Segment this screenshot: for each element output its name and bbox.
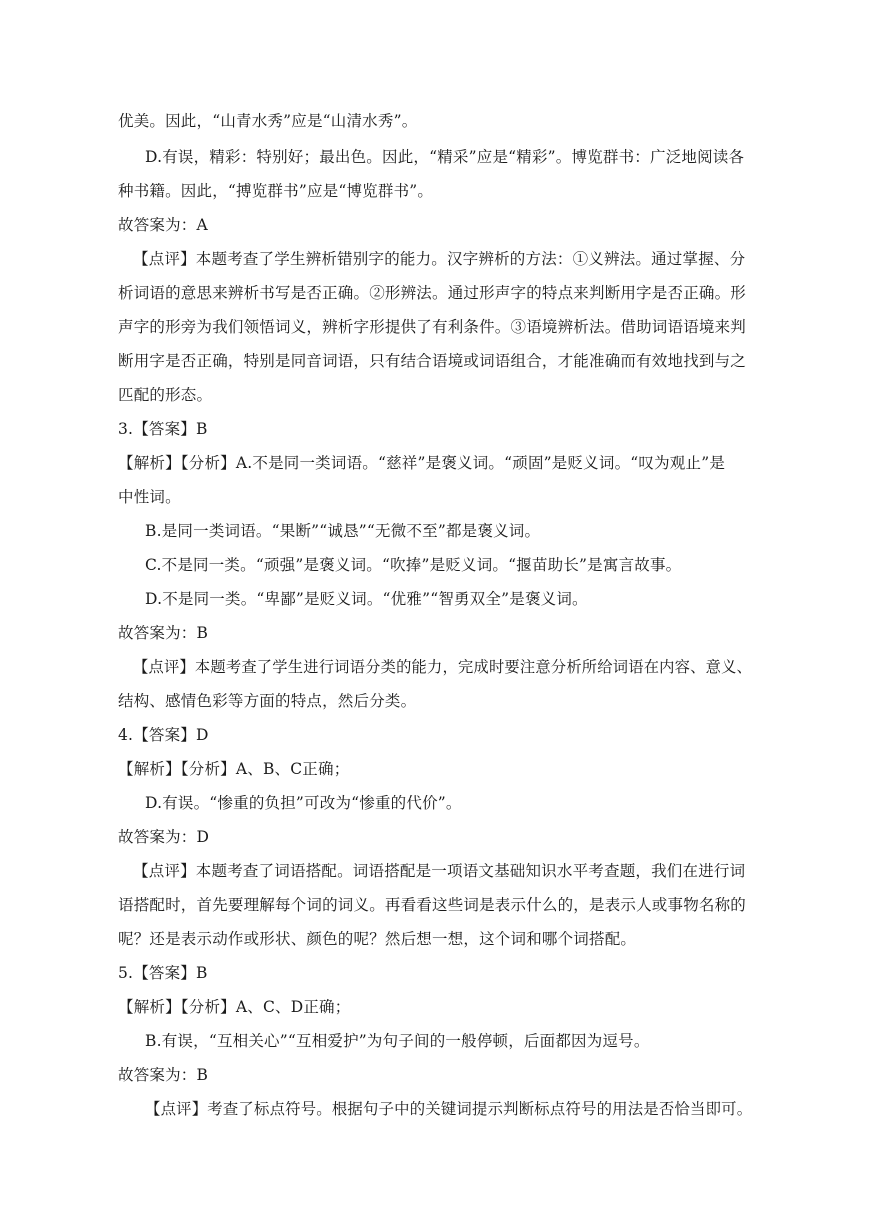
text-line: 【解析】【分析】A.不是同一类词语。“慈祥”是褒义词。“顽固”是贬义词。“叹为观止”是 xyxy=(118,454,726,472)
text-line: 故答案为：B xyxy=(118,1066,209,1084)
text-line: 断用字是否正确，特别是同音词语，只有结合语境或词语组合，才能准确而有效地找到与之 xyxy=(118,352,747,370)
text-line: 【解析】【分析】A、B、C正确； xyxy=(118,760,350,778)
text-line: 故答案为：A xyxy=(118,216,208,234)
text-line: 优美。因此，“山青水秀”应是“山清水秀”。 xyxy=(118,112,418,130)
text-line: 故答案为：B xyxy=(118,624,209,642)
text-line: 析词语的意思来辨析书写是否正确。②形辨法。通过形声字的特点来判断用字是否正确。形 xyxy=(118,284,747,302)
text-line: C.不是同一类。“顽强”是褒义词。“吹捧”是贬义词。“揠苗助长”是寓言故事。 xyxy=(145,556,682,574)
text-line: 【点评】本题考查了词语搭配。词语搭配是一项语文基础知识水平考查题，我们在进行词 xyxy=(133,862,746,880)
text-line: 【点评】本题考查了学生辨析错别字的能力。汉字辨析的方法：①义辨法。通过掌握、分 xyxy=(133,250,746,268)
text-line: 【解析】【分析】A、C、D正确； xyxy=(118,998,351,1016)
text-line: 匹配的形态。 xyxy=(118,386,213,404)
text-line: 结构、感情色彩等方面的特点，然后分类。 xyxy=(118,692,417,710)
text-line: 中性词。 xyxy=(118,488,181,506)
text-line: D.有误。“惨重的负担”可改为“惨重的代价”。 xyxy=(145,794,462,812)
text-line: 5.【答案】B xyxy=(118,964,208,982)
text-line: 故答案为：D xyxy=(118,828,210,846)
text-line: D.有误，精彩：特别好；最出色。因此，“精采”应是“精彩”。博览群书：广泛地阅读各 xyxy=(145,148,745,166)
text-line: 3.【答案】B xyxy=(118,420,208,438)
text-line: 呢？还是表示动作或形状、颜色的呢？然后想一想，这个词和哪个词搭配。 xyxy=(118,930,637,948)
text-line: 4.【答案】D xyxy=(118,726,209,744)
text-line: B.有误，“互相关心”“互相爱护”为句子间的一般停顿，后面都因为逗号。 xyxy=(145,1032,650,1050)
text-line: 语搭配时，首先要理解每个词的词义。再看看这些词是表示什么的，是表示人或事物名称的 xyxy=(118,896,747,914)
text-line: 【点评】考查了标点符号。根据句子中的关键词提示判断标点符号的用法是否恰当即可。 xyxy=(145,1100,753,1118)
text-line: 声字的形旁为我们领悟词义，辨析字形提供了有利条件。③语境辨析法。借助词语语境来判 xyxy=(118,318,747,336)
text-line: 种书籍。因此，“搏览群书”应是“博览群书”。 xyxy=(118,182,434,200)
text-line: 【点评】本题考查了学生进行词语分类的能力，完成时要注意分析所给词语在内容、意义、 xyxy=(133,658,753,676)
text-line: D.不是同一类。“卑鄙”是贬义词。“优雅”“智勇双全”是褒义词。 xyxy=(145,590,588,608)
text-line: B.是同一类词语。“果断”“诚恳”“无微不至”都是褒义词。 xyxy=(145,522,541,540)
